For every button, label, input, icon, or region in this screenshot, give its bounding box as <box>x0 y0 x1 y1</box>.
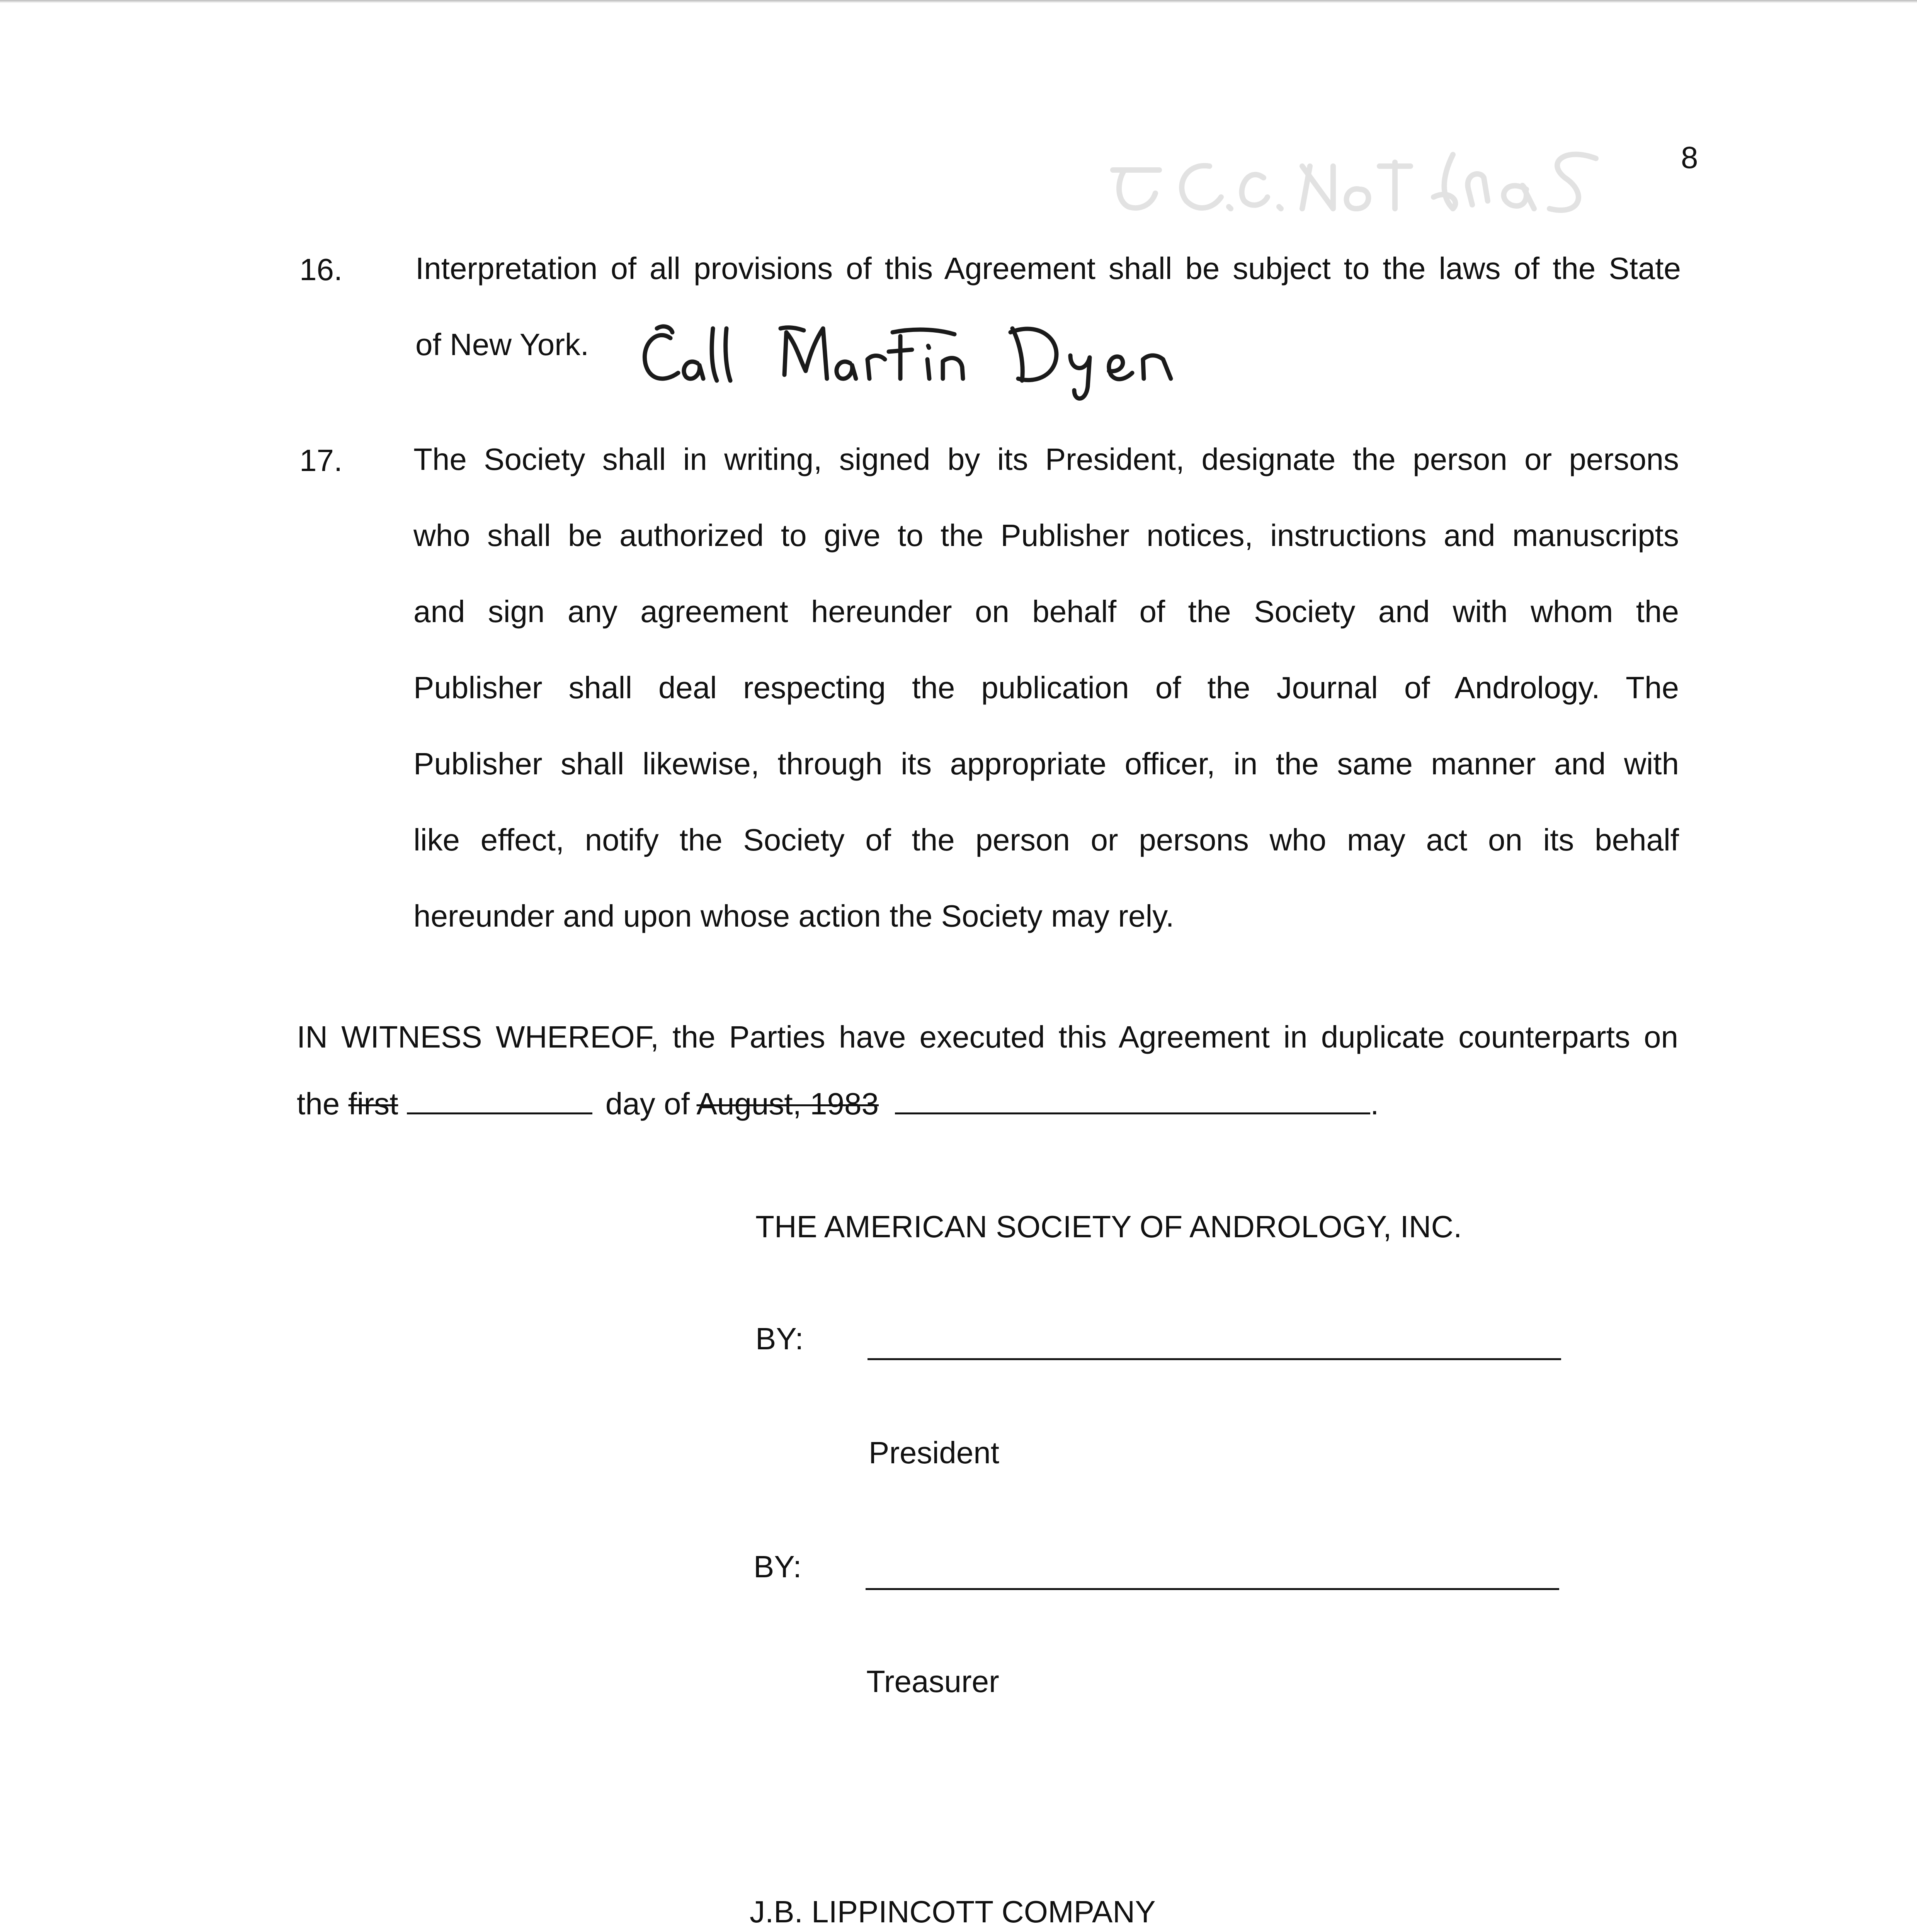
witness-line: IN WITNESS WHEREOF, the Parties have executed this Agreement in duplicate counterparts on <box>297 1020 1678 1054</box>
clause-17-text <box>413 421 1679 954</box>
treasurer-signature-line[interactable] <box>866 1588 1559 1590</box>
witness-the: the <box>297 1087 340 1121</box>
struck-date: August, 1983 <box>696 1087 879 1121</box>
faint-margin-note <box>1063 131 1642 232</box>
president-signature-line[interactable] <box>867 1358 1561 1360</box>
date-blank[interactable] <box>895 1089 1370 1114</box>
witness-clause <box>297 999 1678 1133</box>
clause-17-line: and sign any agreement hereunder on behalf of the Society and with whom the <box>413 594 1679 629</box>
president-title: President <box>869 1435 999 1470</box>
struck-day: first <box>348 1087 398 1121</box>
day-blank[interactable] <box>407 1089 592 1114</box>
publisher-name: J.B. LIPPINCOTT COMPANY <box>750 1895 1156 1929</box>
clause-16-line: of New York. <box>415 327 589 362</box>
clause-16-number: 16. <box>299 252 343 287</box>
scan-top-edge <box>0 0 1917 3</box>
treasurer-title: Treasurer <box>866 1664 999 1699</box>
clause-17-number: 17. <box>299 443 343 478</box>
witness-date-line <box>297 1075 1678 1133</box>
by-label-treasurer: BY: <box>754 1549 802 1584</box>
clause-17-line: Publisher shall likewise, through its appropriate officer, in the same manner and with <box>413 747 1679 781</box>
clause-17-line: like effect, notify the Society of the person or persons who may act on its behalf <box>413 823 1679 857</box>
clause-17-line: Publisher shall deal respecting the publication of the Journal of Andrology. The <box>413 670 1679 705</box>
by-label-president: BY: <box>755 1321 804 1356</box>
witness-day-of: day of <box>605 1087 690 1121</box>
page-number: 8 <box>1681 140 1698 175</box>
clause-17-line: The Society shall in writing, signed by its President, designate the person or persons <box>413 442 1679 476</box>
clause-17-line: who shall be authorized to give to the Publisher notices, instructions and manuscripts <box>413 518 1679 553</box>
handwritten-note <box>634 305 1194 406</box>
witness-period: . <box>1370 1087 1379 1121</box>
clause-17-line: hereunder and upon whose action the Society may rely. <box>413 899 1174 933</box>
clause-16-line: Interpretation of all provisions of this Agreement shall be subject to the laws of the State <box>415 251 1681 286</box>
society-name: THE AMERICAN SOCIETY OF ANDROLOGY, INC. <box>755 1209 1462 1244</box>
